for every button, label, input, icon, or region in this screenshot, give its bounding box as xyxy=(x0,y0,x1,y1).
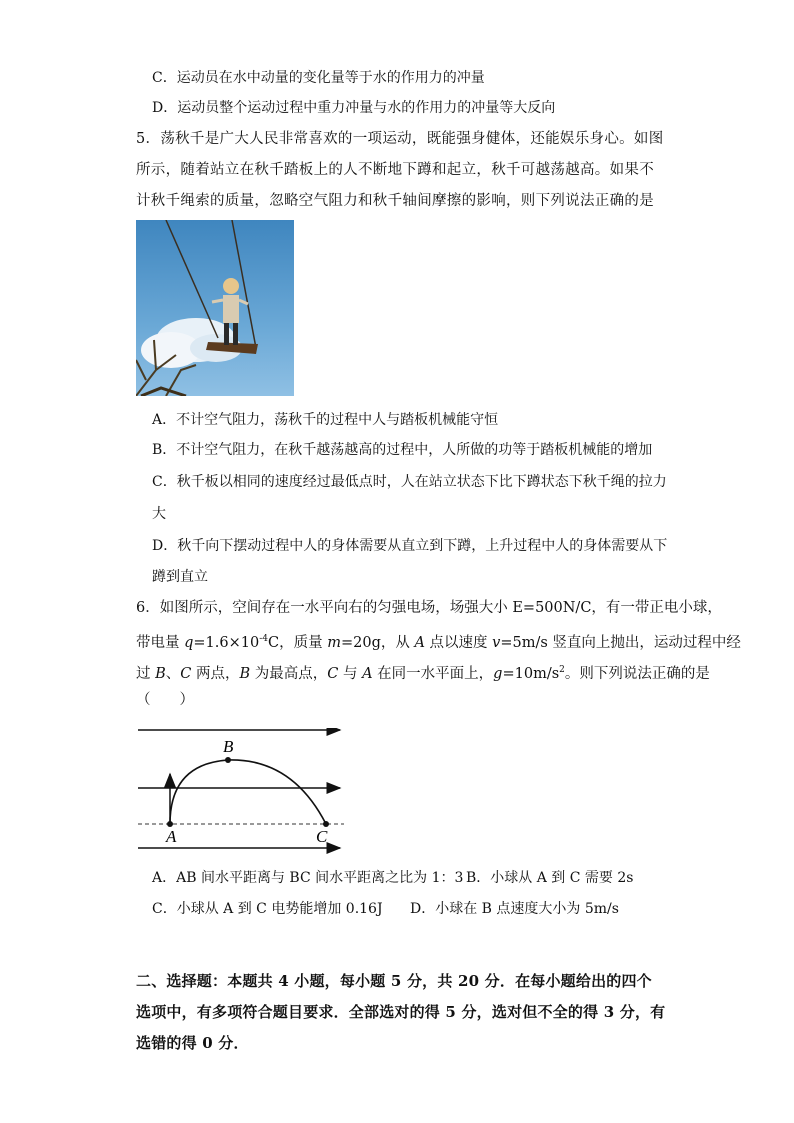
q6-stem-line2: 带电量 $q=1.6\times 10^{-4}C$，质量 m=20g，从 A 点以速度 v=5m/s 竖直向上抛出，运动过程中经 xyxy=(136,634,741,651)
electric-field-diagram xyxy=(132,728,352,858)
point-b xyxy=(225,757,231,763)
q6-option-b: B．小球从 A 到 C 需要 2s xyxy=(466,870,634,886)
trajectory-curve xyxy=(170,760,326,824)
label-a: A xyxy=(166,827,177,846)
q5-option-d: D．秋千向下摆动过程中人的身体需要从直立到下蹲，上升过程中人的身体需要从下 xyxy=(152,538,668,554)
q4-option-d: D．运动员整个运动过程中重力冲量与水的作用力的冲量等大反向 xyxy=(152,100,556,116)
section-2-header: 二、选择题：本题共 4 小题，每小题 5 分，共 20 分．在每小题给出的四个选项中，有多项符合题目要求．全部选对的得 5 分，选对但不全的得 3 分，有选错的得 0 分． xyxy=(136,972,666,1052)
q4-option-c: C．运动员在水中动量的变化量等于水的作用力的冲量 xyxy=(152,70,485,86)
swing-photo xyxy=(136,220,294,396)
q5-option-c-cont: 大 xyxy=(152,506,166,522)
q5-option-c: C．秋千板以相同的速度经过最低点时，人在站立状态下比下蹲状态下秋千绳的拉力 xyxy=(152,474,667,490)
label-b: B xyxy=(223,737,234,756)
q6-stem-line3: 过 B、C 两点，B 为最高点，C 与 A 在同一水平面上，$g=10m/s^2$。则下列说法正确的是 xyxy=(136,665,710,682)
q5-option-b: B．不计空气阻力，在秋千越荡越高的过程中，人所做的功等于踏板机械能的增加 xyxy=(152,442,653,458)
q5-option-a: A．不计空气阻力，荡秋千的过程中人与踏板机械能守恒 xyxy=(152,412,499,428)
q6-stem-line1: 6．如图所示，空间存在一水平向右的匀强电场，场强大小 E=500N/C，有一带正电小球， xyxy=(136,600,722,616)
q5-stem: 5．荡秋千是广大人民非常喜欢的一项运动，既能强身健体，还能娱乐身心。如图所示，随着站立在秋千踏板上的人不断地下蹲和起立，秋千可越荡越高。如果不计秋千绳索的质量，忽略空气阻力和秋千轴间摩擦的影响，则下列说法正确的是 xyxy=(136,131,664,209)
label-c: C xyxy=(316,827,328,846)
q6-option-d: D．小球在 B 点速度大小为 5m/s xyxy=(410,901,619,917)
q5-option-d-cont: 蹲到直立 xyxy=(152,569,208,585)
q6-option-c: C．小球从 A 到 C 电势能增加 0.16J xyxy=(152,901,383,917)
q6-option-a: A．AB 间水平距离与 BC 间水平距离之比为 1：3 xyxy=(152,870,464,886)
q6-stem-line4: （ ） xyxy=(136,692,194,708)
